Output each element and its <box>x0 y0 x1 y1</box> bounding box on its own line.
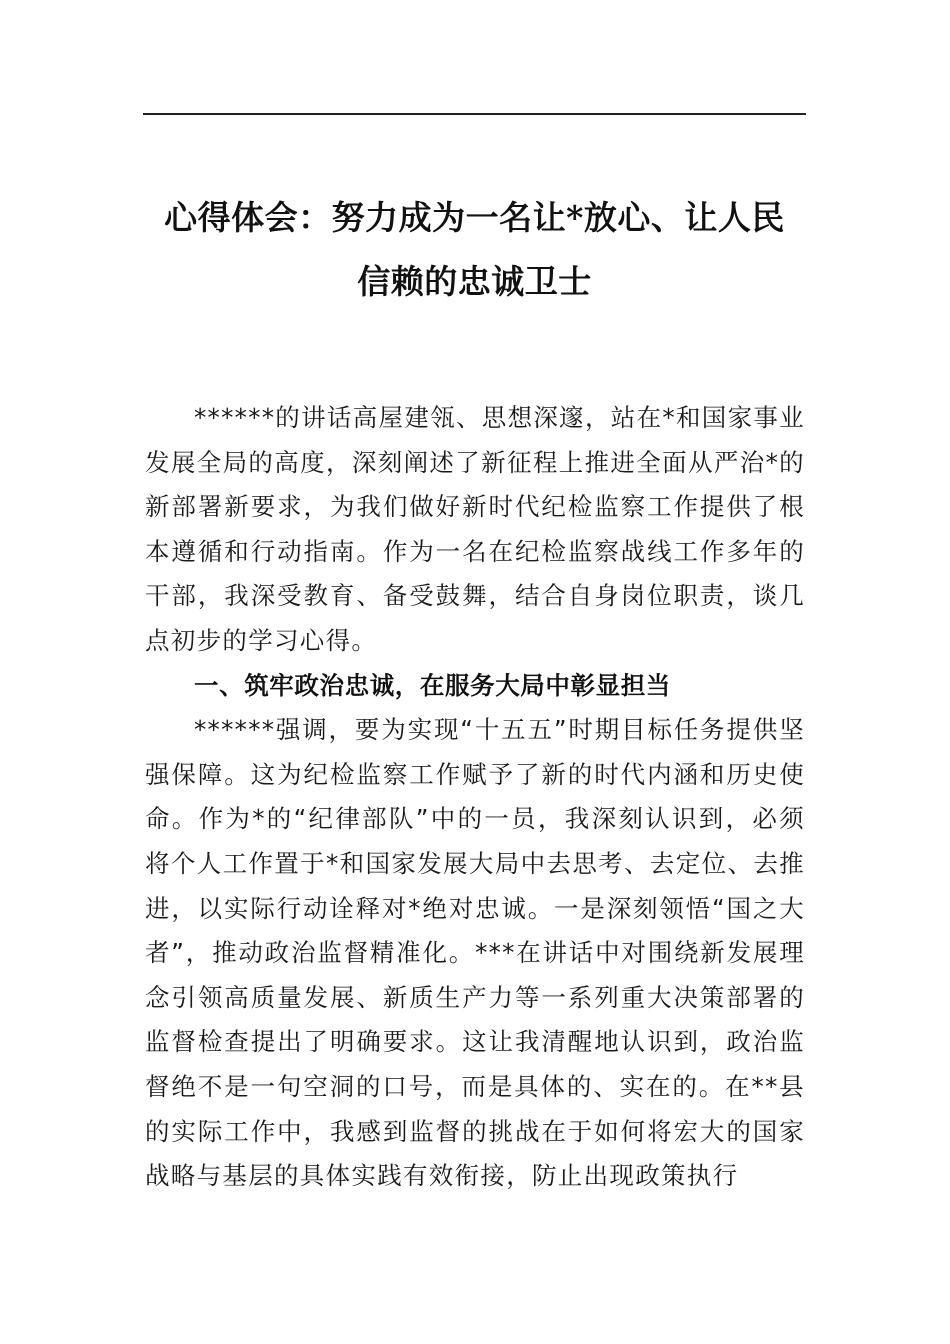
section-1-paragraph: ******强调，要为实现“十五五”时期目标任务提供坚强保障。这为纪检监察工作赋予了新的时代内涵和历史使命。作为*的“纪律部队”中的一员，我深刻认识到，必须将个人工作置于*和国家发展大局中去思考、去定位、去推进，以实际行动诠释对*绝对忠诚。一是深刻领悟“国之大者”，推动政治监督精准化。***在讲话中对围绕新发展理念引领高质量发展、新质生产力等一系列重大决策部署的监督检查提出了明确要求。这让我清醒地认识到，政治监督绝不是一句空洞的口号，而是具体的、实在的。在**县的实际工作中，我感到监督的挑战在于如何将宏大的国家战略与基层的具体实践有效衔接，防止出现政策执行 <box>145 715 805 1191</box>
section-1-heading: 一、筑牢政治忠诚，在服务大局中彰显担当 <box>194 670 671 700</box>
intro-paragraph: ******的讲话高屋建瓴、思想深邃，站在*和国家事业发展全局的高度，深刻阐述了新征程上推进全面从严治*的新部署新要求，为我们做好新时代纪检监察工作提供了根本遵循和行动指南。作为一名在纪检监察战线工作多年的干部，我深受教育、备受鼓舞，结合自身岗位职责，谈几点初步的学习心得。 <box>145 403 805 655</box>
title-line-2: 信赖的忠诚卫士 <box>357 262 592 301</box>
title-line-1: 心得体会：努力成为一名让*放心、让人民 <box>164 198 785 237</box>
document-body <box>145 396 805 1199</box>
header-rule <box>143 113 806 115</box>
document-title <box>143 186 806 314</box>
